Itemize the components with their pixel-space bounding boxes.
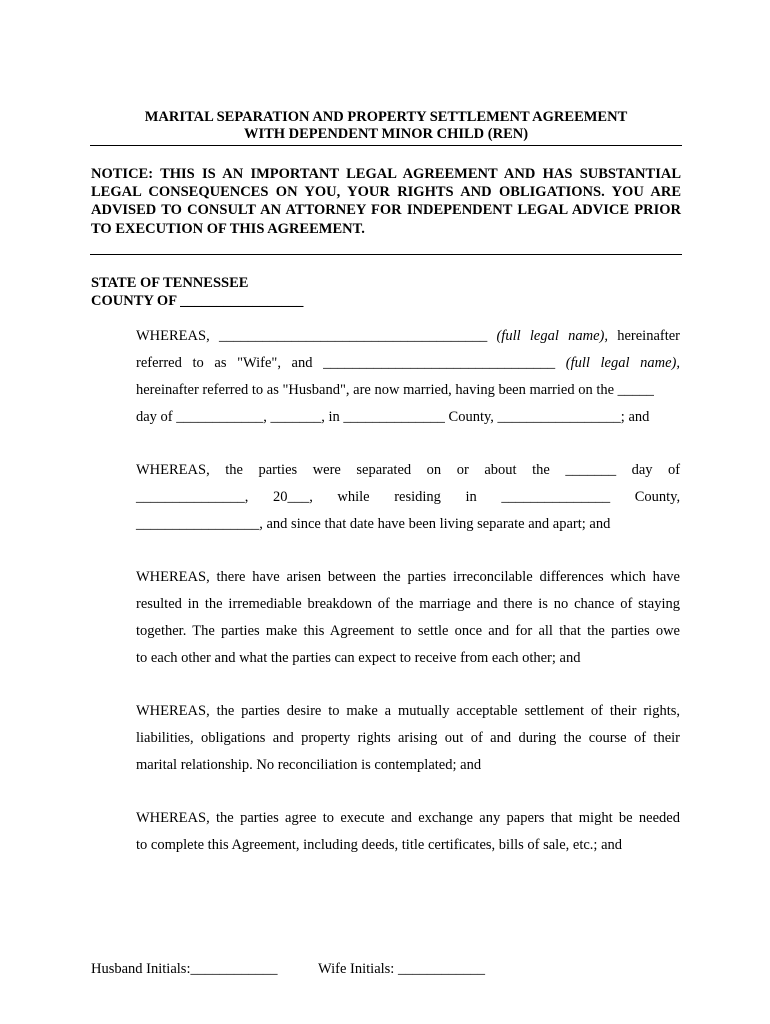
p2-w6: on: [426, 462, 442, 478]
p2-w4: were: [312, 462, 341, 478]
wife-initials: Wife Initials: ____________: [318, 961, 485, 977]
paragraph-2-line-1: [136, 461, 680, 479]
paragraph-3-line-3: together. The parties make this Agreement to settle once and for all that the parties owe: [136, 623, 680, 639]
husband-initials: Husband Initials:____________: [91, 961, 278, 977]
notice-line-2: SUBSTANTIAL LEGAL CONSEQUENCES ON YOU, YOUR RIGHTS AND: [91, 166, 681, 201]
title-rule: [90, 145, 682, 146]
p2-l2-w2: 20___,: [272, 489, 313, 505]
paragraph-4-line-2: liabilities, obligations and property rights arising out of and during the course of their: [136, 730, 680, 746]
p2-w8: about: [484, 462, 517, 478]
paragraph-1-line-4: day of ____________, _______, in ______________ County, _________________; and: [136, 409, 650, 425]
notice-line-1: NOTICE: THIS IS AN IMPORTANT LEGAL AGREEMENT AND HAS: [91, 166, 573, 182]
notice-line-3: OBLIGATIONS. YOU ARE ADVISED TO CONSULT AN ATTORNEY FOR: [91, 184, 682, 219]
p2-w9: the: [532, 462, 550, 478]
document-title: MARITAL SEPARATION AND PROPERTY SETTLEMENT AGREEMENT: [144, 109, 628, 125]
state-line: STATE OF TENNESSEE: [91, 275, 249, 291]
p2-w2: the: [225, 462, 243, 478]
paragraph-4-line-3: marital relationship. No reconciliation is contemplated; and: [136, 757, 482, 773]
p2-w7: or: [456, 462, 469, 478]
paragraph-1-line-3: hereinafter referred to as "Husband", are now married, having been married on the _____: [136, 382, 654, 398]
paragraph-3-line-4: to each other and what the parties can expect to receive from each other; and: [136, 650, 581, 666]
p2-l2-w7: County,: [634, 489, 681, 505]
paragraph-3-line-1: WHEREAS, there have arisen between the parties irreconcilable differences which have: [136, 569, 680, 585]
paragraph-2-line-3: _________________, and since that date have been living separate and apart; and: [136, 516, 611, 532]
p2-l2-w5: in: [465, 489, 477, 505]
p1-l1-b: _____________________________________: [218, 328, 488, 344]
p2-l2-w4: residing: [394, 489, 441, 505]
notice-line-4: INDEPENDENT LEGAL ADVICE PRIOR TO EXECUTION OF THIS AGREEMENT.: [91, 202, 681, 237]
paragraph-2-line-2: [136, 488, 680, 506]
paragraph-5-line-1: WHEREAS, the parties agree to execute and exchange any papers that might be needed: [136, 810, 680, 826]
p2-l2-w3: while: [337, 489, 370, 505]
p2-w3: parties: [258, 462, 298, 478]
p1-l2-c: (full legal name),: [565, 355, 681, 371]
p2-l2-w6: _______________: [501, 489, 611, 505]
p2-w1: WHEREAS,: [136, 462, 210, 478]
notice-rule: [90, 254, 682, 255]
p1-l1-c: (full legal name),: [496, 328, 608, 344]
paragraph-1-line-1: [136, 327, 680, 345]
p2-w5: separated: [356, 462, 412, 478]
paragraph-1-line-2: [136, 354, 680, 372]
notice-paragraph: [91, 165, 681, 238]
p1-l1-a: WHEREAS,: [136, 328, 210, 344]
p1-l2-b: ________________________________: [323, 355, 556, 371]
county-line: COUNTY OF _________________: [91, 293, 304, 309]
paragraph-4-line-1: WHEREAS, the parties desire to make a mutually acceptable settlement of their rights,: [136, 703, 680, 719]
paragraph-3-line-2: resulted in the irremediable breakdown of the marriage and there is no chance of staying: [136, 596, 680, 612]
p1-l1-d: hereinafter: [617, 328, 681, 344]
p1-l2-a: referred to as "Wife", and: [136, 355, 313, 371]
paragraph-5-line-2: to complete this Agreement, including deeds, title certificates, bills of sale, etc.; and: [136, 837, 623, 853]
document-subtitle: WITH DEPENDENT MINOR CHILD (REN): [243, 126, 529, 142]
p2-w10: _______ day of: [565, 462, 681, 478]
p2-l2-w1: _______________,: [136, 489, 249, 505]
